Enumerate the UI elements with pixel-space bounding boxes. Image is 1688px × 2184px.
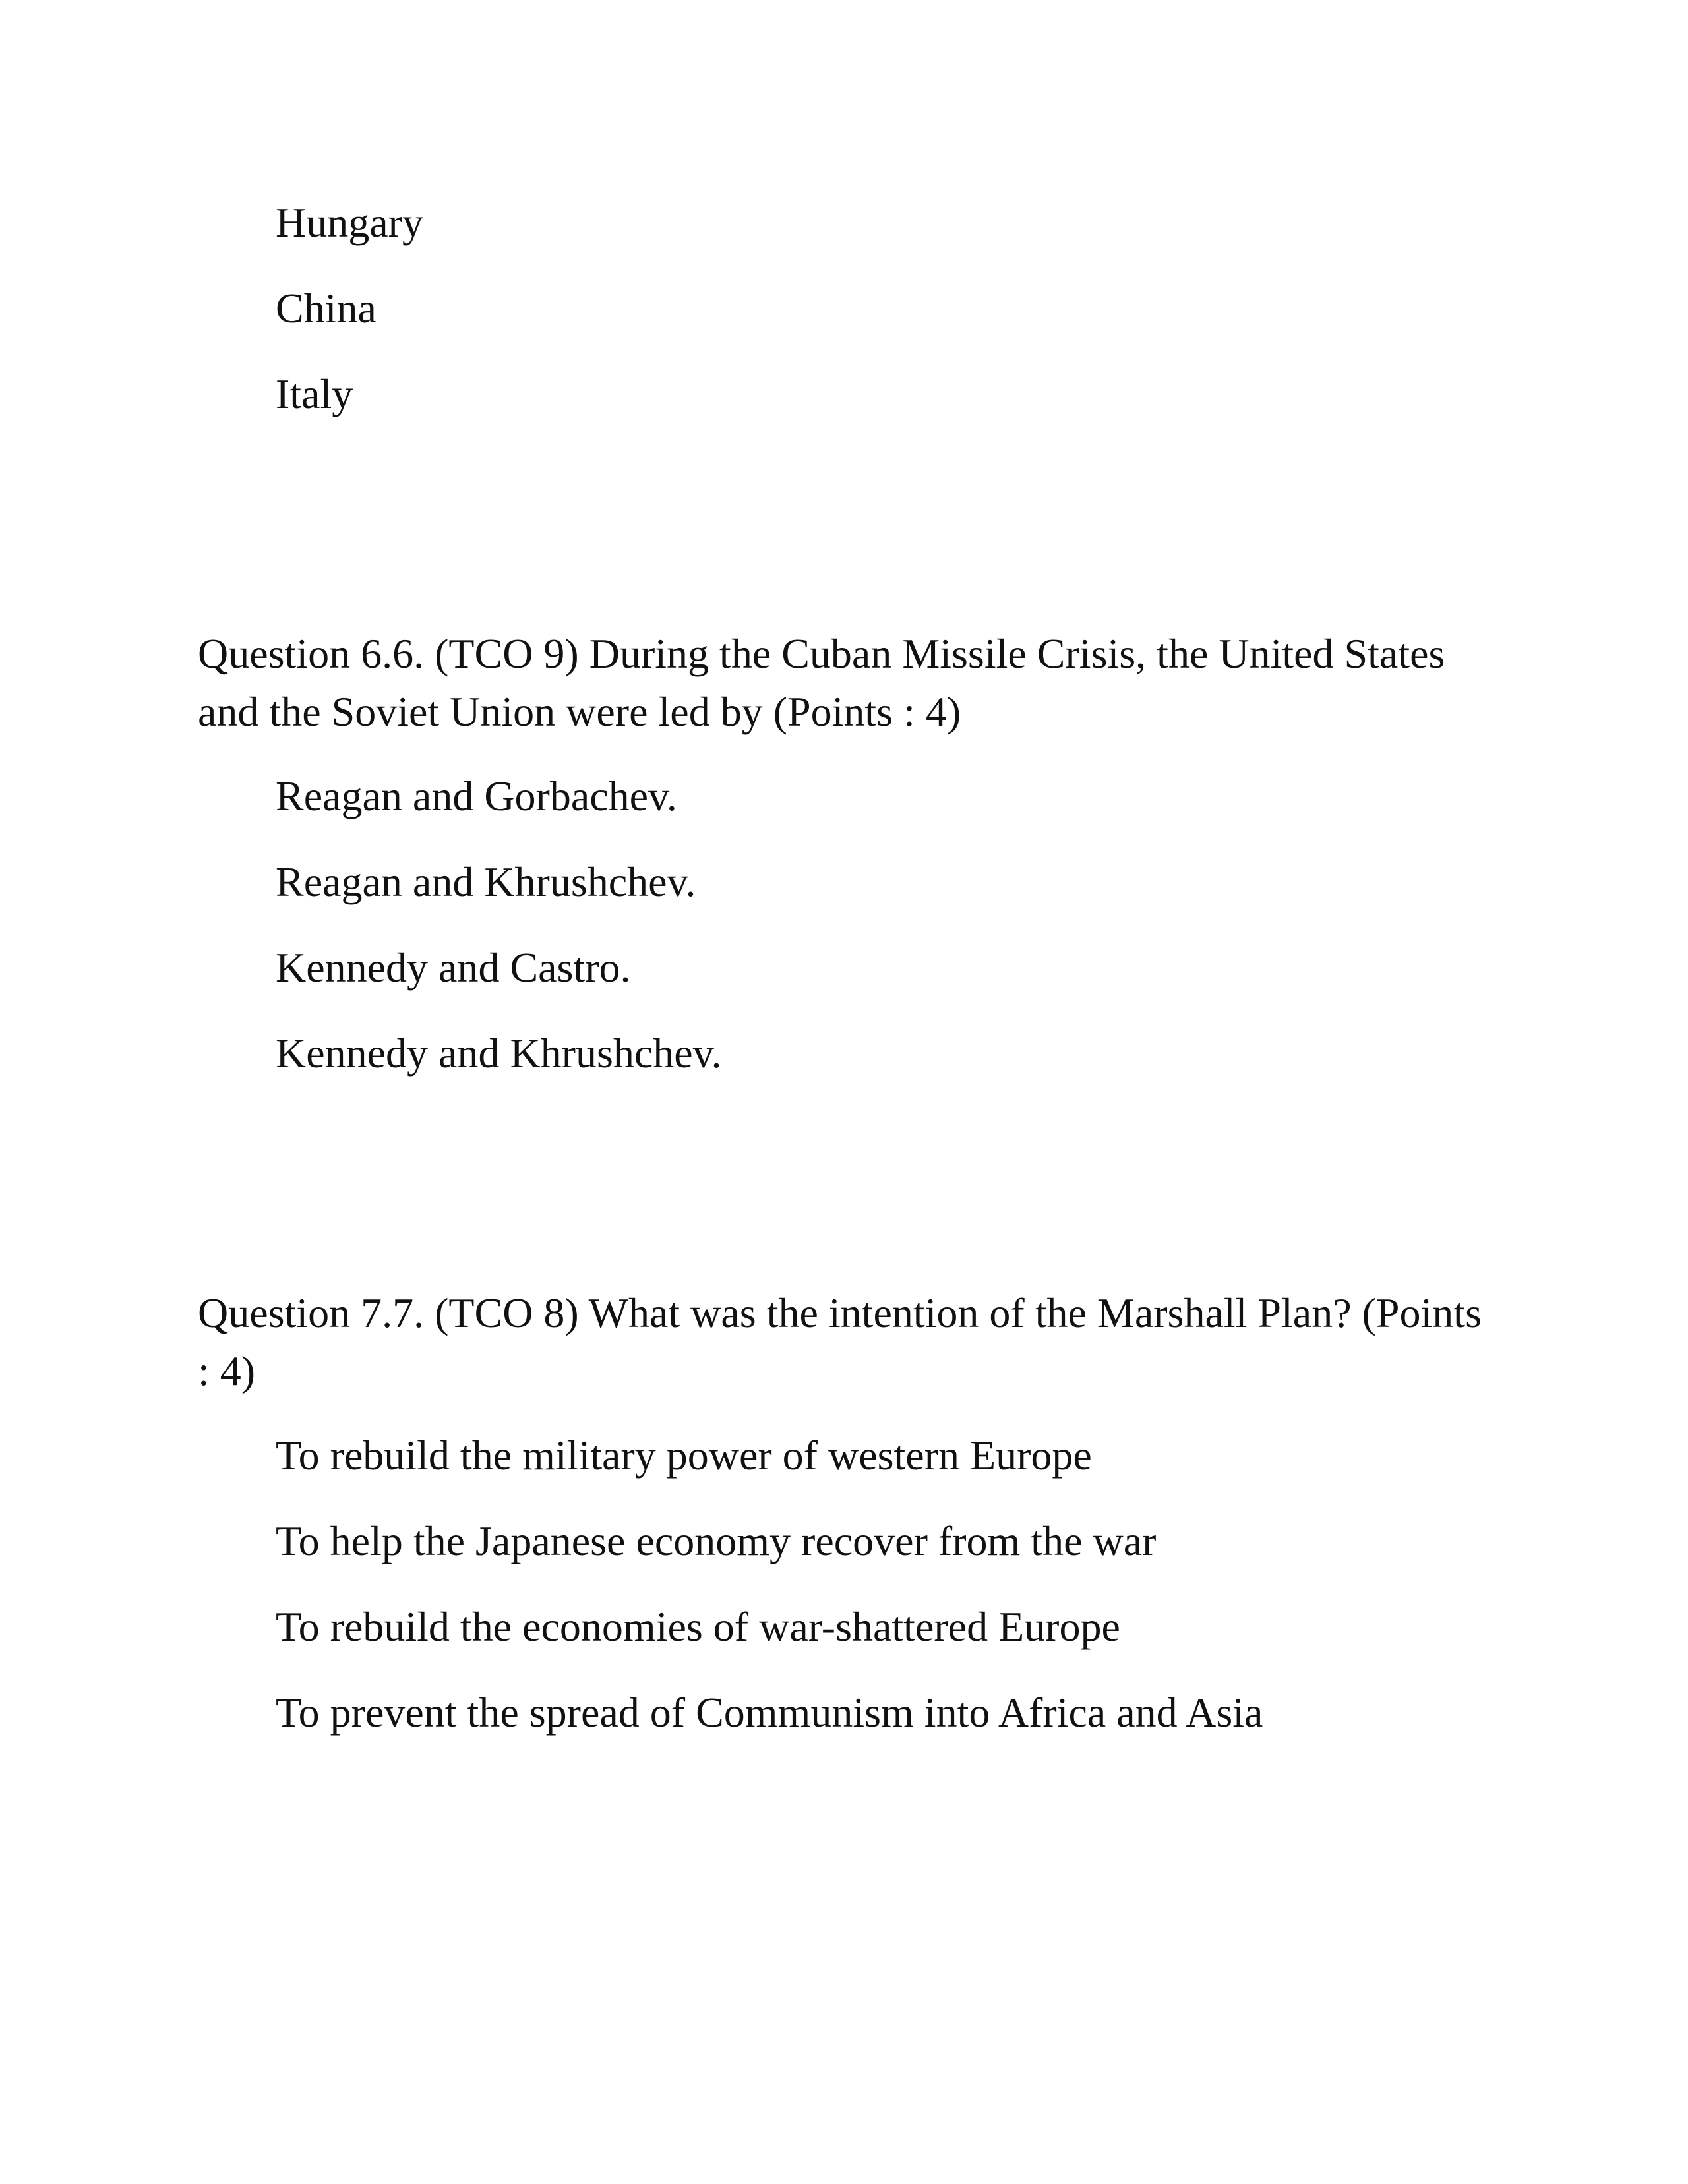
answer-option[interactable]: To rebuild the economies of war-shattered Europe — [276, 1603, 1120, 1650]
answer-option-hungary[interactable]: Hungary — [276, 199, 423, 246]
answer-option[interactable]: Kennedy and Khrushchev. — [276, 1030, 722, 1077]
answer-option[interactable]: Reagan and Gorbachev. — [276, 773, 677, 819]
answer-option[interactable]: To prevent the spread of Communism into Africa and Asia — [276, 1689, 1263, 1736]
question-7-text: Question 7.7. (TCO 8) What was the intention of the Marshall Plan? (Points : 4) — [198, 1289, 1482, 1394]
answer-option[interactable]: To help the Japanese economy recover from the war — [276, 1518, 1157, 1564]
question-7-answer-options — [276, 1431, 1263, 1738]
continued-answer-options — [276, 198, 423, 419]
answer-option-china[interactable]: China — [276, 285, 377, 332]
question-6-text: Question 6.6. (TCO 9) During the Cuban Missile Crisis, the United States and the Soviet Union were led by (Points : 4) — [198, 630, 1445, 735]
answer-option[interactable]: Reagan and Khrushchev. — [276, 858, 696, 905]
answer-option[interactable]: To rebuild the military power of western Europe — [276, 1432, 1092, 1479]
answer-option[interactable]: Kennedy and Castro. — [276, 944, 631, 991]
question-6-answer-options — [276, 771, 722, 1078]
answer-option-italy[interactable]: Italy — [276, 370, 353, 417]
